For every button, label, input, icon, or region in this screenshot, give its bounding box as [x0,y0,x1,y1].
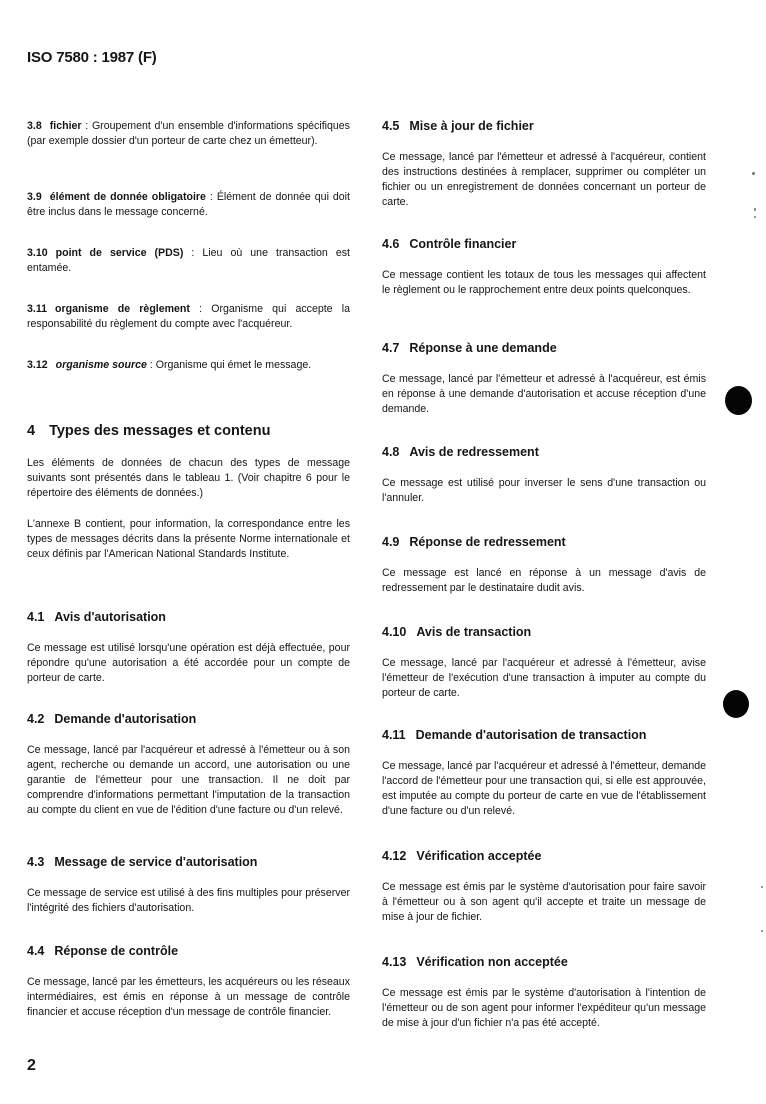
subsection-number: 4.6 [382,237,400,251]
subsection-number: 4.12 [382,849,407,863]
definition-number: 3.10 [27,247,48,259]
definition-number: 3.12 [27,359,48,371]
definition-number: 3.8 [27,120,42,132]
subsection-text: Ce message est émis par le système d'autorisation à l'intention de l'émetteur ou de son agent pour informer l'expéditeur qu'un message de mise à jour d'un fichier n'a pas été accepté. [382,987,706,1029]
subsection-text: Ce message est utilisé lorsqu'une opération est déjà effectuée, pour répondre qu'une autorisation a été accordée pour un compte de porteur de carte. [27,642,350,684]
definition-number: 3.11 [27,303,48,315]
section-4-paragraph-2: L'annexe B contient, pour information, la correspondance entre les types de messages décrits dans la présente Norme internationale et ceux définis par l'American National Standards Institute. [27,518,350,560]
subsection-4-3 [27,854,350,916]
subsection-number: 4.11 [382,728,406,742]
definition-term: fichier [49,120,82,132]
subsection-title: Avis de transaction [416,625,532,639]
subsection-4-1 [27,609,350,686]
subsection-title: Réponse de redressement [409,535,566,549]
subsection-title: Contrôle financier [409,237,517,251]
subsection-number: 4.3 [27,855,45,869]
subsection-title: Réponse de contrôle [54,944,179,958]
definition-3-10: 3.10 point de service (PDS) : Lieu où une transaction est entamée. [27,247,350,274]
definition-number: 3.9 [27,191,42,203]
subsection-text: Ce message est utilisé pour inverser le sens d'une transaction ou l'annuler. [382,477,706,504]
subsection-4-7 [382,340,706,417]
subsection-text: Ce message, lancé par l'émetteur et adressé à l'acquéreur, est émis en réponse à une demande d'autorisation et accuse réception d'une demande. [382,373,706,415]
punch-hole-top [725,386,752,415]
subsection-number: 4.8 [382,445,400,459]
definition-term: organisme source [55,359,147,371]
subsection-title: Vérification acceptée [416,849,542,863]
subsection-4-4 [27,943,350,1020]
section-4-heading [27,422,350,440]
subsection-number: 4.13 [382,955,407,969]
subsection-title: Message de service d'autorisation [54,855,258,869]
subsection-title: Mise à jour de fichier [409,119,534,133]
subsection-4-12 [382,848,706,925]
definition-term: organisme de règlement [55,303,190,315]
subsection-text: Ce message, lancé par l'acquéreur et adressé à l'émetteur ou à son agent, recherche ou demande un accord, une autorisation ou une garantie de l'émetteur pour une transaction. Il ne doit par comprendre d'informations permettant l'imputation de la transaction au compte du client en vue de l'édition d'une facture ou d'un relevé. [27,744,350,816]
subsection-text: Ce message est émis par le système d'autorisation pour faire savoir à l'émetteur ou à son agent qu'il accepte et traite un message de mise à jour de fichier. [382,881,706,923]
definition-text: Élément de donnée qui doit être inclus dans le message concerné. [27,191,350,218]
subsection-title: Avis d'autorisation [54,610,166,624]
subsection-4-2 [27,711,350,818]
subsection-number: 4.5 [382,119,400,133]
definition-term: élément de donnée obligatoire [49,191,206,203]
subsection-title: Vérification non acceptée [416,955,568,969]
definition-3-8: 3.8 fichier : Groupement d'un ensemble d'informations spécifiques (par exemple dossier d'un porteur de carte chez un émetteur). [27,120,350,147]
definition-text: Organisme qui accepte la responsabilité du règlement du compte avec l'acquéreur. [27,303,350,330]
subsection-number: 4.9 [382,535,400,549]
scan-speck [754,216,756,218]
subsection-text: Ce message contient les totaux de tous les messages qui affectent le règlement ou le rapprochement entre deux points quelconques. [382,269,706,296]
section-4-intro [27,456,350,501]
subsection-number: 4.7 [382,341,400,355]
punch-hole-bottom [723,690,749,718]
subsection-4-9 [382,534,706,596]
section-number: 4 [27,423,36,439]
document-header: ISO 7580 : 1987 (F) [27,49,157,66]
subsection-4-6 [382,236,706,298]
subsection-text: Ce message de service est utilisé à des fins multiples pour préserver l'intégrité des fichiers d'autorisation. [27,887,350,914]
subsection-text: Ce message, lancé par l'acquéreur et adressé à l'émetteur, demande l'accord de l'émetteur pour une transaction qui, si elle est approuvée, est imputée au compte du porteur de carte en vue de l'établissement d'une facture ou d'un relevé. [382,760,706,817]
subsection-number: 4.1 [27,610,45,624]
scan-speck [754,208,756,211]
subsection-number: 4.10 [382,625,407,639]
subsection-4-11 [382,727,706,819]
definition-text: Groupement d'un ensemble d'informations spécifiques (par exemple dossier d'un porteur de carte chez un émetteur). [27,120,350,147]
scan-speck [761,930,763,932]
subsection-4-10 [382,624,706,701]
subsection-text: Ce message est lancé en réponse à un message d'avis de redressement par le destinataire dudit avis. [382,567,706,594]
subsection-text: Ce message, lancé par l'acquéreur et adressé à l'émetteur, avise l'émetteur de l'exécution d'une transaction à imputer au compte du porteur de carte. [382,657,706,699]
definition-3-11: 3.11 organisme de règlement : Organisme qui accepte la responsabilité du règlement du compte avec l'acquéreur. [27,303,350,330]
subsection-number: 4.2 [27,712,45,726]
definition-3-12: 3.12 organisme source : Organisme qui émet le message. [27,359,312,371]
definition-term: point de service (PDS) [55,247,184,259]
subsection-title: Avis de redressement [409,445,539,459]
definition-text: Lieu où une transaction est entamée. [27,247,350,274]
subsection-title: Demande d'autorisation de transaction [415,728,647,742]
definition-text: Organisme qui émet le message. [155,359,312,371]
subsection-4-5 [382,118,706,210]
subsection-number: 4.4 [27,944,45,958]
subsection-title: Réponse à une demande [409,341,557,355]
subsection-title: Demande d'autorisation [54,712,197,726]
subsection-text: Ce message, lancé par les émetteurs, les acquéreurs ou les réseaux intermédiaires, est émis en réponse à un message de contrôle financier et accuse réception d'un message de contrôle financier. [27,976,350,1018]
section-4-annex-note [27,517,350,562]
scan-speck [752,172,755,175]
section-4-paragraph-1: Les éléments de données de chacun des types de message suivants sont présentés dans le tableau 1. (Voir chapitre 6 pour le répertoire des éléments de données.) [27,457,350,499]
subsection-4-8 [382,444,706,506]
subsection-text: Ce message, lancé par l'émetteur et adressé à l'acquéreur, contient des instructions destinées à remplacer, supprimer ou compléter un fichier ou un enregistrement de données concernant un porteur de carte. [382,151,706,208]
subsection-4-13 [382,954,706,1031]
definition-3-9: 3.9 élément de donnée obligatoire : Élément de donnée qui doit être inclus dans le message concerné. [27,191,350,218]
scan-speck [761,886,763,888]
section-title: Types des messages et contenu [49,423,271,439]
page-number: 2 [27,1057,36,1074]
